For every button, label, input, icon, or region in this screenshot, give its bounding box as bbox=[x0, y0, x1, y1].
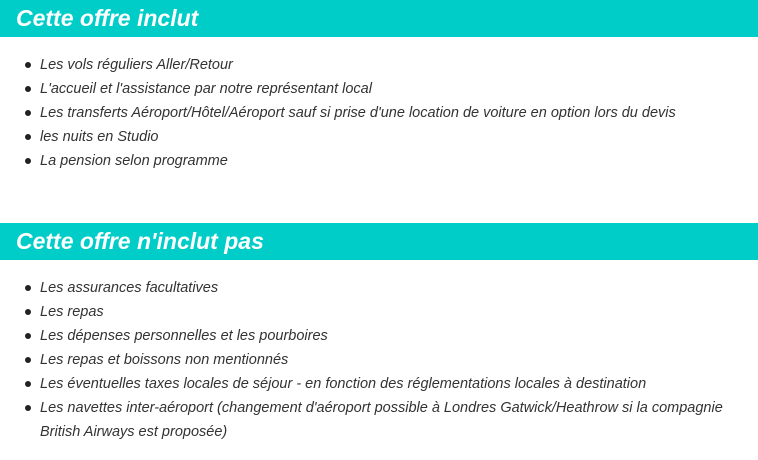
list-item-text: Les assurances facultatives bbox=[40, 280, 219, 296]
list-item-text: Les repas bbox=[40, 304, 104, 320]
list-item bbox=[0, 276, 758, 300]
list-item bbox=[0, 101, 758, 125]
list-item-text: Les vols réguliers Aller/Retour bbox=[40, 57, 233, 73]
list-item-text: Les repas et boissons non mentionnés bbox=[40, 352, 289, 368]
list-item bbox=[0, 149, 758, 173]
included-items-list bbox=[0, 53, 758, 173]
list-item-text: les nuits en Studio bbox=[40, 129, 159, 145]
list-item bbox=[0, 125, 758, 149]
list-item bbox=[0, 348, 758, 372]
bullet-icon bbox=[25, 333, 31, 339]
bullet-icon bbox=[25, 62, 31, 68]
list-item-text: Les éventuelles taxes locales de séjour - en fonction des réglementations locales à destination bbox=[40, 376, 647, 392]
list-item bbox=[0, 53, 758, 77]
excluded-section-title: Cette offre n'inclut pas bbox=[0, 223, 758, 260]
list-item bbox=[0, 77, 758, 101]
bullet-icon bbox=[25, 381, 31, 387]
bullet-icon bbox=[25, 86, 31, 92]
bullet-icon bbox=[25, 309, 31, 315]
list-item-text: L'accueil et l'assistance par notre représentant local bbox=[40, 81, 372, 97]
list-item bbox=[0, 372, 758, 396]
included-section-title: Cette offre inclut bbox=[0, 0, 758, 37]
bullet-icon bbox=[25, 285, 31, 291]
list-item bbox=[0, 396, 758, 444]
bullet-icon bbox=[25, 405, 31, 411]
bullet-icon bbox=[25, 158, 31, 164]
bullet-icon bbox=[25, 134, 31, 140]
list-item-text: Les transferts Aéroport/Hôtel/Aéroport sauf si prise d'une location de voiture en option lors du devis bbox=[40, 105, 676, 121]
list-item bbox=[0, 324, 758, 348]
list-item-text: Les dépenses personnelles et les pourboires bbox=[40, 328, 328, 344]
list-item-text: Les navettes inter-aéroport (changement d'aéroport possible à Londres Gatwick/Heathrow si la compagnie British Airways est proposée) bbox=[40, 400, 723, 440]
bullet-icon bbox=[25, 357, 31, 363]
list-item-text: La pension selon programme bbox=[40, 153, 228, 169]
excluded-items-list bbox=[0, 276, 758, 444]
bullet-icon bbox=[25, 110, 31, 116]
list-item bbox=[0, 300, 758, 324]
